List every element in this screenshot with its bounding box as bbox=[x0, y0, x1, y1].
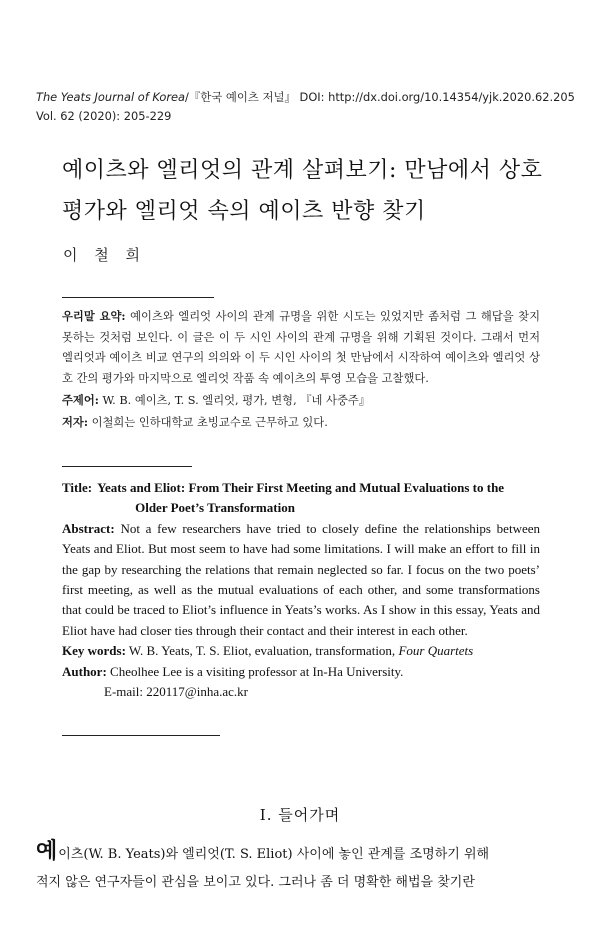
journal-name-korean: /『한국 예이츠 저널』 bbox=[185, 90, 296, 104]
korean-abstract-paragraph bbox=[62, 306, 540, 390]
body-line-1-text: 이츠(W. B. Yeats)와 엘리엇(T. S. Eliot) 사이에 놓인 관계를 조명하기 위해 bbox=[58, 847, 490, 862]
korean-keywords bbox=[62, 390, 540, 412]
english-title-text bbox=[97, 478, 504, 519]
korean-abstract-text: 예이츠와 엘리엇 사이의 관계 규명을 위한 시도는 있었지만 좀처럼 그 해답을 찾지 못하는 것처럼 보인다. 이 글은 이 두 시인 사이의 관계 규명을 위해 기획된 것이다. 그래서 먼저 엘리엇과 예이츠 비교 연구의 의의와 이 두 시인 사이의 첫 만남에서 시작하여 예이츠와 엘리엇 상호 간의 평가와 마지막으로 엘리엇 작품 속 예이츠의 투영 모습을 고찰했다. bbox=[62, 310, 541, 386]
korean-abstract-label: 우리말 요약: bbox=[62, 309, 126, 323]
journal-doi: DOI: http://dx.doi.org/10.14354/yjk.2020.62.205 bbox=[295, 90, 575, 104]
korean-author-label: 저자: bbox=[62, 414, 88, 429]
english-keywords-italic: Four Quartets bbox=[398, 643, 474, 659]
english-author-text: Cheolhee Lee is a visiting professor at In-Ha University. bbox=[106, 663, 404, 679]
body-line-2: 적지 않은 연구자들이 관심을 보이고 있다. 그러나 좀 더 명확한 해법을 찾기란 bbox=[36, 875, 475, 890]
korean-keywords-text: W. B. 예이츠, T. S. 엘리엇, 평가, 변형, 『네 사중주』 bbox=[98, 393, 371, 407]
author-name: 이 철 희 bbox=[63, 246, 147, 264]
korean-abstract bbox=[62, 306, 540, 433]
divider-bottom bbox=[62, 735, 220, 736]
divider-top bbox=[62, 297, 214, 298]
english-title bbox=[62, 478, 540, 519]
english-keywords-text: W. B. Yeats, T. S. Eliot, evaluation, transformation, bbox=[125, 643, 399, 659]
english-title-line-1: Yeats and Eliot: From Their First Meeting and Mutual Evaluations to the bbox=[97, 480, 505, 495]
paper-title-line-2: 평가와 엘리엇 속의 예이츠 반향 찾기 bbox=[62, 199, 426, 224]
english-author bbox=[62, 662, 540, 682]
english-abstract-text: Not a few researchers have tried to closely define the relationships between Yeats and Eliot. But most seem to have had some limitations. I will make an effort to fill in the gap by researching the relations that remain neglected so far. I focus on the two poets’ first meeting, as well as the mutual evaluations of each other, and some transformations that could be traced to Eliot’s influence in Yeats’s works. As I show in this essay, Yeats and Eliot have had closer ties through their contact and their interest in each other. bbox=[62, 520, 540, 638]
english-title-label: Title: bbox=[62, 480, 93, 495]
divider-middle bbox=[62, 466, 192, 467]
journal-name: The Yeats Journal of Korea bbox=[36, 90, 186, 104]
paper-title bbox=[62, 150, 562, 232]
paper-title-line-1: 예이츠와 엘리엇의 관계 살펴보기: 만남에서 상호 bbox=[62, 158, 543, 183]
body-text bbox=[36, 840, 558, 897]
english-abstract-paragraph bbox=[62, 519, 540, 641]
journal-citation bbox=[36, 88, 575, 107]
english-author-label: Author: bbox=[62, 663, 107, 679]
korean-author-text: 이철희는 인하대학교 초빙교수로 근무하고 있다. bbox=[88, 415, 328, 429]
english-title-line-2: Older Poet’s Transformation bbox=[135, 500, 295, 516]
english-abstract bbox=[62, 478, 540, 702]
body-line-1 bbox=[36, 840, 558, 869]
journal-volume: Vol. 62 (2020): 205-229 bbox=[36, 109, 172, 123]
english-abstract-label: Abstract: bbox=[62, 520, 115, 536]
section-heading: I. 들어가며 bbox=[259, 806, 341, 824]
journal-header bbox=[36, 88, 575, 126]
english-keywords-label: Key words: bbox=[62, 643, 126, 659]
author-email: E-mail: 220117@inha.ac.kr bbox=[104, 684, 248, 700]
korean-author bbox=[62, 412, 540, 434]
korean-keywords-label: 주제어: bbox=[62, 392, 99, 407]
drop-cap: 예 bbox=[36, 838, 58, 864]
english-keywords bbox=[62, 641, 540, 661]
